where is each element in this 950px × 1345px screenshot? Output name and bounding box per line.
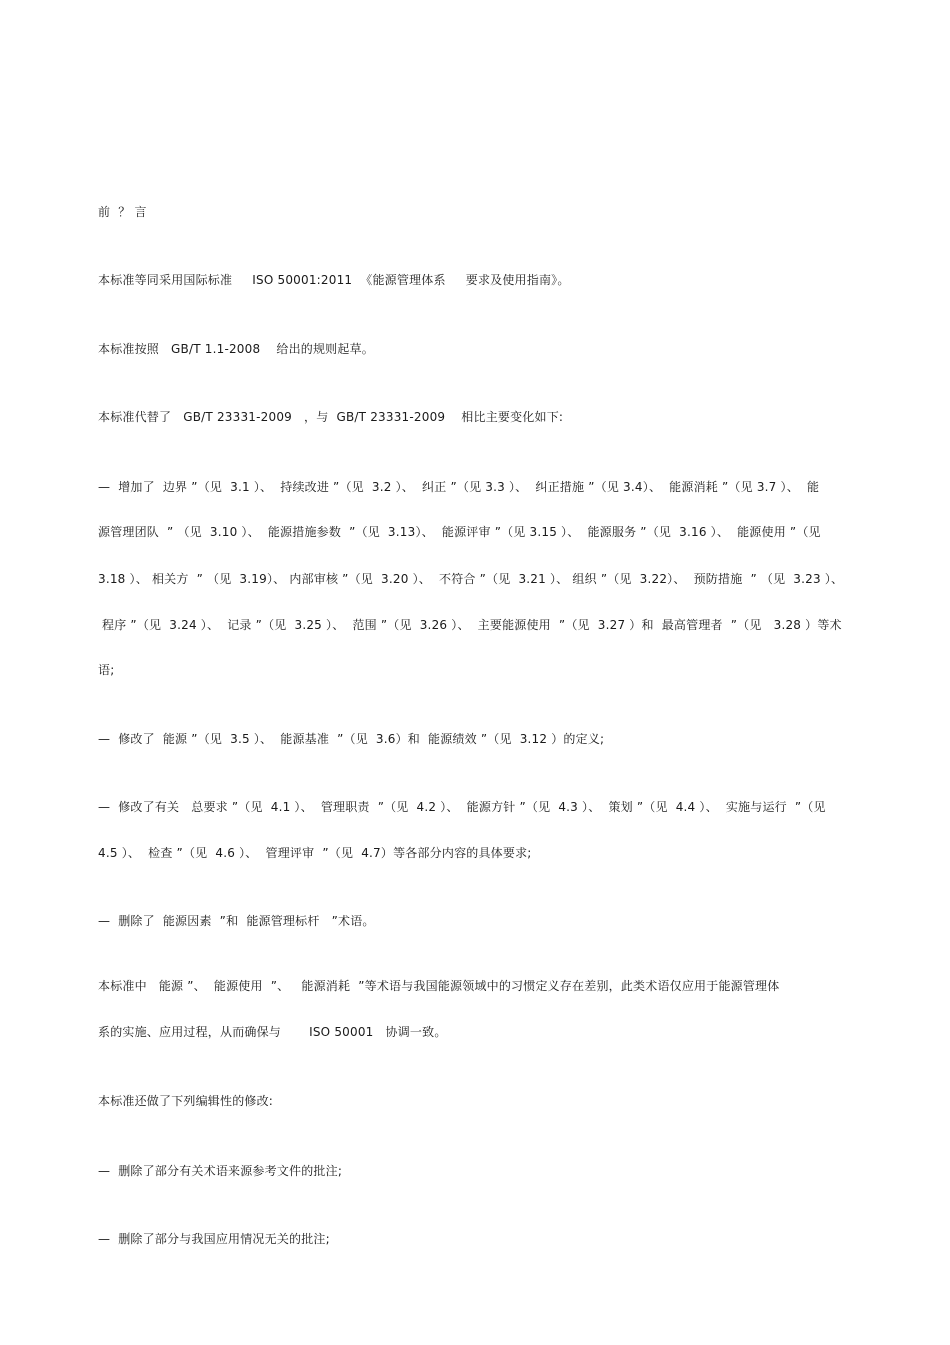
- paragraph-line: 本标准按照 GB/T 1.1-2008 给出的规则起草。: [98, 342, 374, 356]
- list-item-line: 4.5 ）、 检查 ”（见 4.6 ）、 管理评审 ”（见 4.7）等各部分内容的具体要求;: [98, 846, 532, 860]
- foreword-heading: 前 ？ 言: [98, 205, 147, 219]
- list-item-line: — 增加了 边界 ”（见 3.1 ）、 持续改进 ”（见 3.2 ）、 纠正 ”（见 3.3 ）、 纠正措施 ”（见 3.4）、 能源消耗 ”（见 3.7 ）、 能: [98, 480, 820, 494]
- list-item-line: — 删除了部分与我国应用情况无关的批注;: [98, 1232, 330, 1246]
- list-item-line: 语;: [98, 663, 115, 677]
- paragraph-line: 本标准代替了 GB/T 23331-2009 ，与 GB/T 23331-2009 相比主要变化如下:: [98, 410, 564, 424]
- list-item-line: 3.18 ）、 相关方 ” （见 3.19）、 内部审核 ”（见 3.20 ）、 不符合 ”（见 3.21 ）、 组织 ”（见 3.22）、 预防措施 ” （见 3.23 ）、: [98, 572, 844, 586]
- list-item-line: 源管理团队 ” （见 3.10 ）、 能源措施参数 ”（见 3.13）、 能源评审 ”（见 3.15 ）、 能源服务 ”（见 3.16 ）、 能源使用 ”（见: [98, 525, 821, 539]
- paragraph-line: 本标准等同采用国际标准 ISO 50001:2011 《能源管理体系 要求及使用指南》。: [98, 273, 570, 287]
- paragraph-line: 本标准中 能源 ”、 能源使用 ”、 能源消耗 ”等术语与我国能源领域中的习惯定义存在差别，此类术语仅应用于能源管理体: [98, 979, 780, 993]
- list-item-line: — 删除了 能源因素 ”和 能源管理标杆 ”术语。: [98, 914, 375, 928]
- paragraph-line: 系的实施、应用过程，从而确保与 ISO 50001 协调一致。: [98, 1025, 447, 1039]
- paragraph-line: 本标准还做了下列编辑性的修改:: [98, 1094, 274, 1108]
- list-item-line: — 修改了有关 总要求 ”（见 4.1 ）、 管理职责 ”（见 4.2 ）、 能源方针 ”（见 4.3 ）、 策划 ”（见 4.4 ）、 实施与运行 ”（见: [98, 800, 826, 814]
- list-item-line: — 修改了 能源 ”（见 3.5 ）、 能源基准 ”（见 3.6）和 能源绩效 ”（见 3.12 ）的定义;: [98, 732, 605, 746]
- list-item-line: — 删除了部分有关术语来源参考文件的批注;: [98, 1164, 343, 1178]
- list-item-line: 程序 ”（见 3.24 ）、 记录 ”（见 3.25 ）、 范围 ”（见 3.26 ）、 主要能源使用 ”（见 3.27 ）和 最高管理者 ”（见 3.28 ）等术: [98, 618, 842, 632]
